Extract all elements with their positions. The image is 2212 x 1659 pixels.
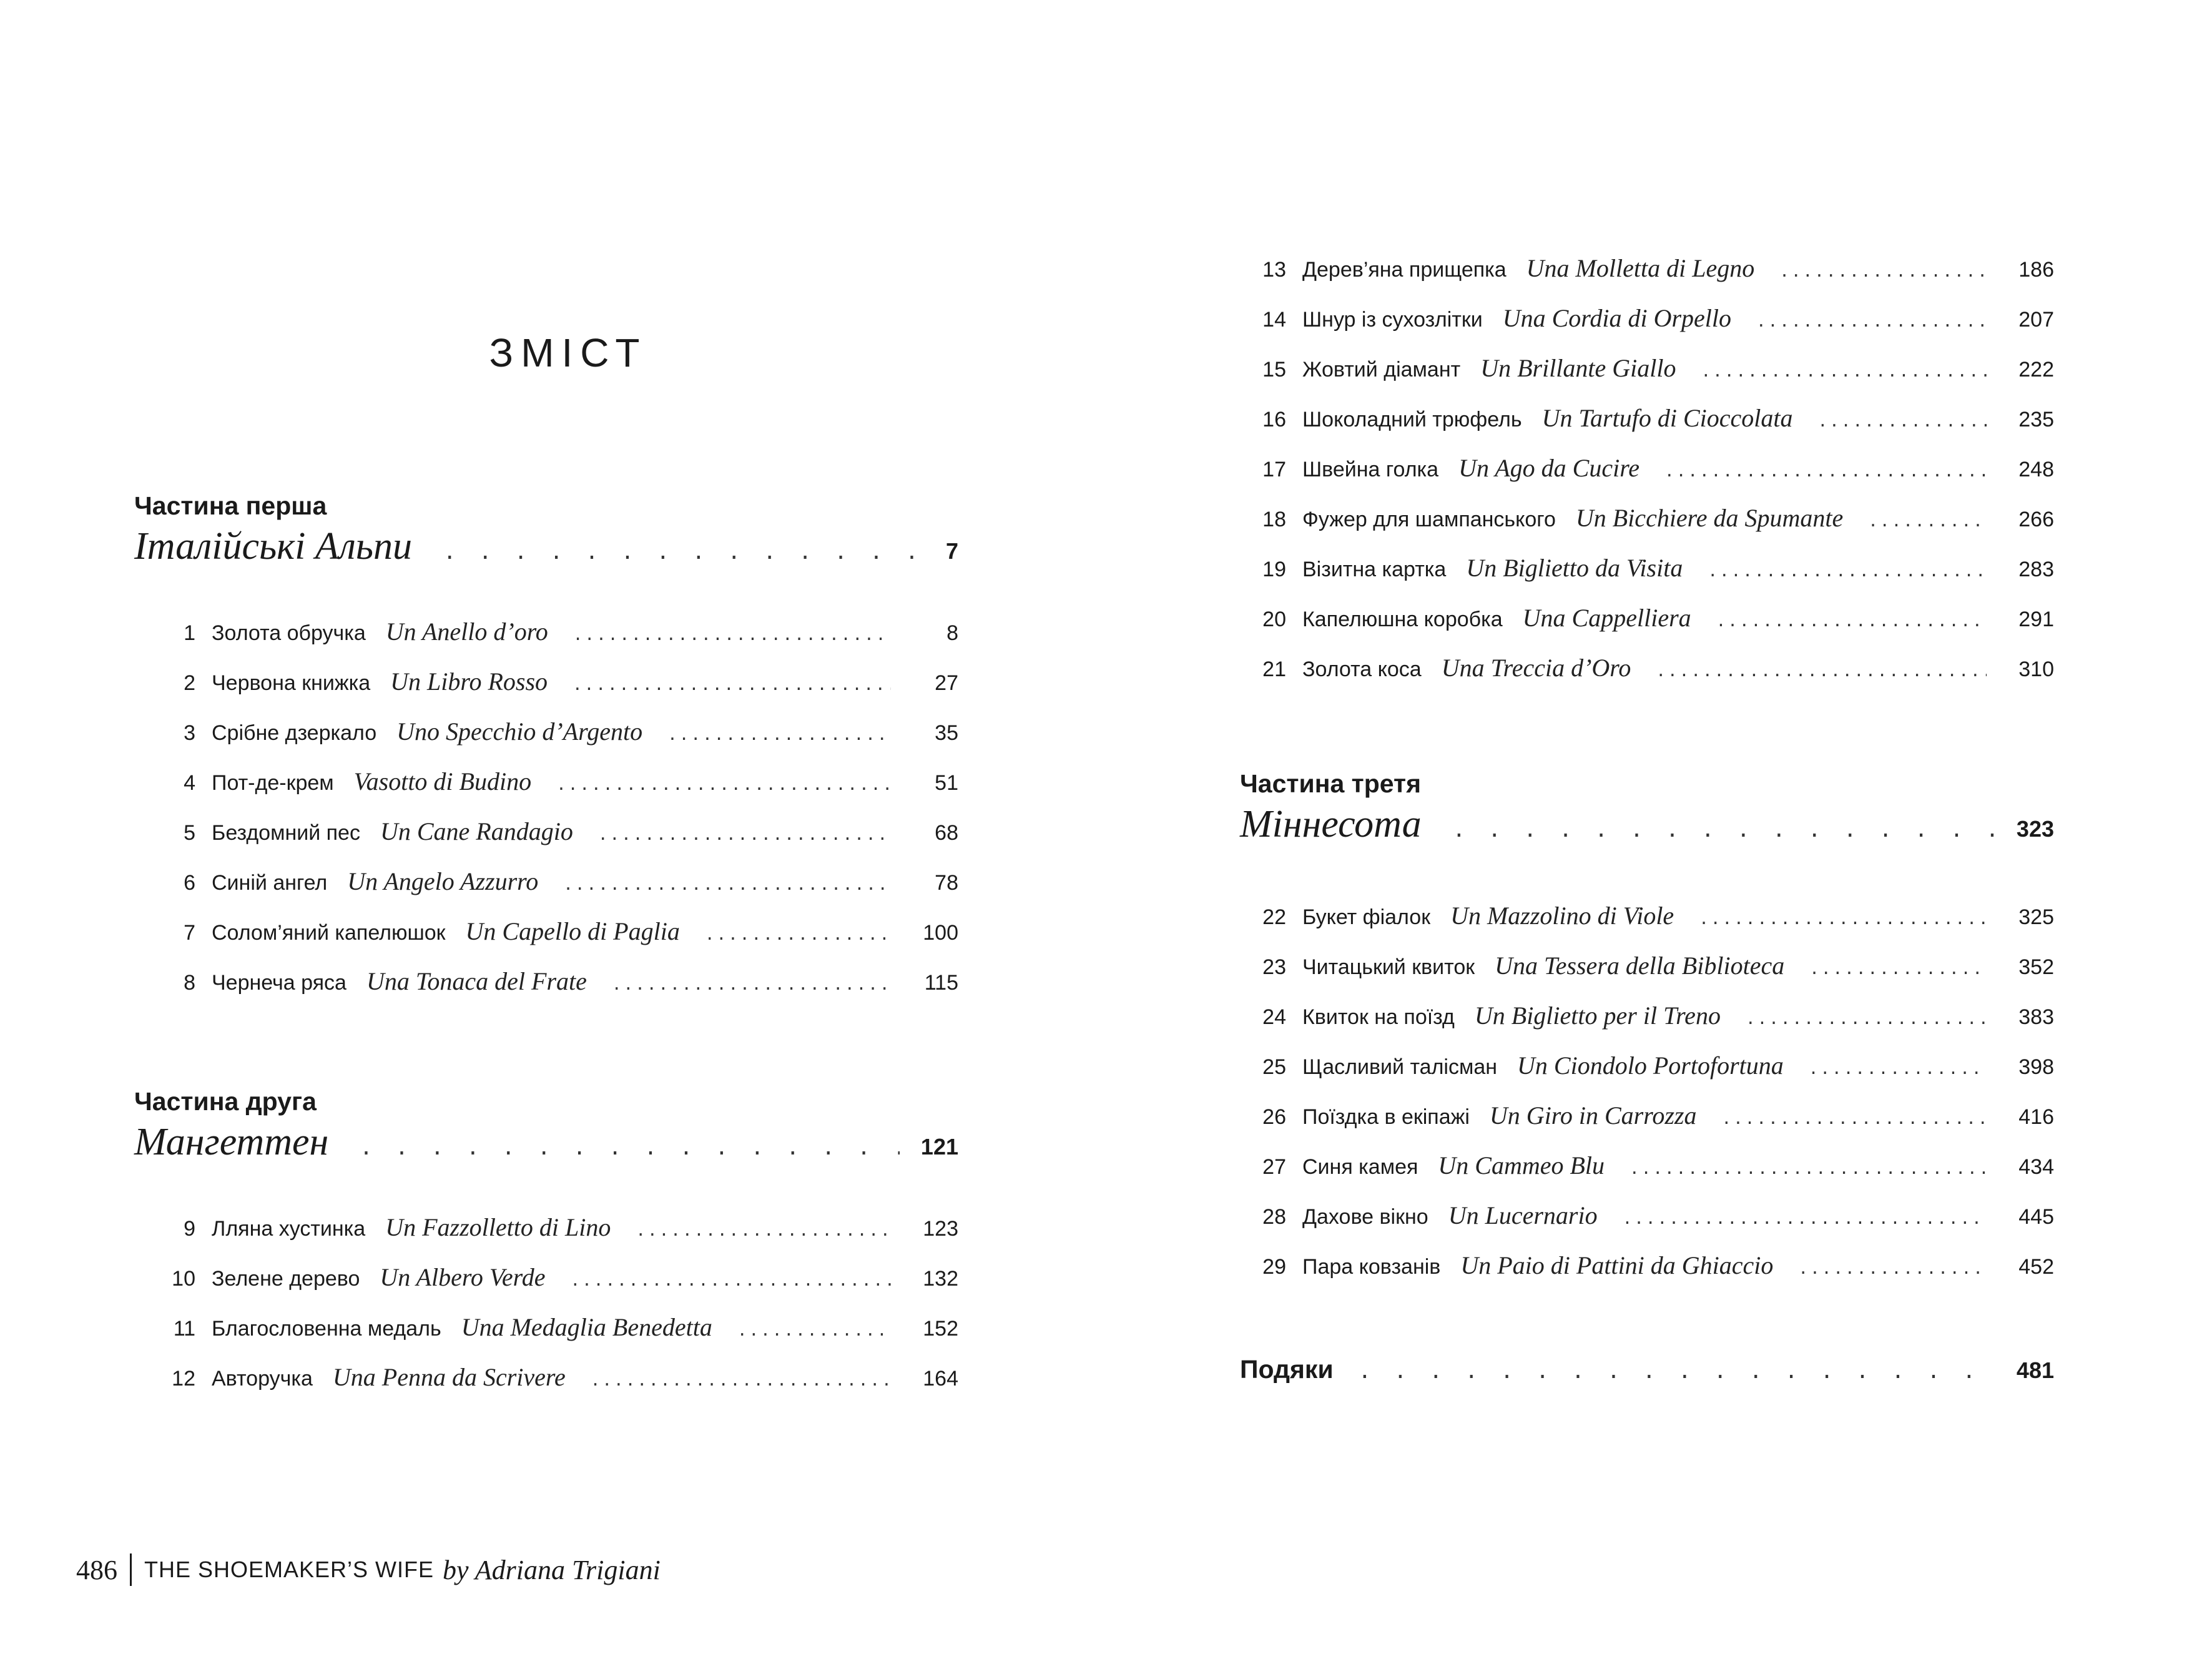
leader-dots [1809,944,1987,994]
chapter-number: 22 [1262,905,1286,929]
leader-dots [667,710,891,760]
chapter-title-it: Un Giro in Carrozza [1489,1101,1697,1130]
chapter-title-ua: Букет фіалок [1302,905,1431,929]
chapter-title-ua: Фужер для шампанського [1302,508,1556,531]
chapter-page-number: 164 [923,1367,958,1391]
footer-divider [130,1553,132,1586]
chapter-number: 10 [172,1267,195,1291]
chapter-page-number: 152 [923,1317,958,1341]
chapter-title-ua: Чернеча ряса [212,971,347,995]
chapter-entry[interactable] [1225,543,2054,593]
chapter-number: 16 [1262,408,1286,431]
chapter-page-number: 325 [2018,905,2054,929]
chapter-title-it: Un Angelo Azzurro [347,867,539,895]
chapter-title-ua: Квиток на поїзд [1302,1005,1455,1029]
chapter-title-it: Un Bicchiere da Spumante [1575,504,1844,532]
chapter-page-number: 186 [2018,258,2054,282]
chapter-entry[interactable] [1225,244,2054,293]
chapter-title-it: Un Tartufo di Cioccolata [1541,404,1793,432]
chapter-entry[interactable] [1225,393,2054,443]
chapter-title-it: Una Tonaca del Frate [366,967,587,995]
chapter-title-ua: Швейна голка [1302,458,1439,481]
chapter-title-it: Un Mazzolino di Viole [1450,902,1674,930]
chapter-title-ua: Капелюшна коробка [1302,608,1503,631]
chapter-number: 24 [1262,1005,1286,1029]
chapter-entry[interactable] [1225,293,2054,343]
part-page-number: 7 [945,538,958,564]
chapter-title-it: Un Paio di Pattini da Ghiaccio [1460,1251,1774,1279]
chapter-number: 9 [184,1217,195,1241]
part-page-number: 323 [2016,816,2054,842]
leader-dots [636,1206,891,1256]
leader-dots [1716,596,1987,646]
chapter-title-it: Un Cane Randagio [380,817,573,845]
leader-dots [1746,994,1987,1044]
chapter-page-number: 445 [2018,1205,2054,1229]
chapter-number: 14 [1262,308,1286,332]
leader-dots [1453,817,1995,842]
chapter-entry[interactable] [1225,493,2054,543]
leader-dots [705,910,891,960]
chapter-title-ua: Червона книжка [212,671,371,695]
chapter-entry[interactable] [1225,593,2054,643]
chapter-number: 8 [184,971,195,995]
leader-dots [563,860,891,910]
leader-dots [1630,1144,1987,1194]
chapter-number: 26 [1262,1105,1286,1129]
chapter-title-ua: Золота коса [1302,657,1422,681]
chapter-title-ua: Читацький квиток [1302,955,1475,979]
chapter-title-ua: Благословенна медаль [212,1317,441,1341]
chapter-page-number: 248 [2018,458,2054,481]
chapter-title-it: Un Fazzolletto di Lino [385,1213,611,1241]
chapter-entry[interactable] [134,607,958,657]
chapter-entry[interactable] [134,1302,958,1352]
chapter-title-ua: Дерев’яна прищепка [1302,258,1507,282]
chapter-number: 21 [1262,657,1286,681]
chapter-title-it: Un Ciondolo Portofortuna [1517,1051,1784,1080]
chapter-number: 3 [184,721,195,745]
chapter-page-number: 416 [2018,1105,2054,1129]
part-two-continued [1225,244,2054,693]
toc-title: ЗМІСТ [489,330,647,375]
leader-dots [360,1135,900,1160]
chapter-title-ua: Дахове вікно [1302,1205,1428,1229]
leader-dots [573,660,891,710]
chapter-title-it: Una Treccia d’Oro [1441,654,1631,682]
chapter-title-ua: Шнур із сухозлітки [1302,308,1483,332]
chapter-title-ua: Солом’яний капелюшок [212,921,446,945]
acknowledgements-page-number: 481 [2016,1357,2054,1383]
chapter-number: 11 [173,1317,195,1341]
chapter-title-it: Un Brillante Giallo [1480,354,1676,382]
chapter-title-ua: Шоколадний трюфель [1302,408,1522,431]
chapter-entry[interactable] [134,857,958,907]
leader-dots [1798,1244,1987,1294]
leader-dots [1664,446,1987,496]
chapter-entry[interactable] [1225,443,2054,493]
part-label: Частина перша [134,491,327,520]
chapter-title-ua: Поїздка в екіпажі [1302,1105,1470,1129]
chapter-title-it: Un Capello di Paglia [465,917,680,945]
chapter-list [1225,891,2054,1291]
part-title: Мангеттен [134,1121,329,1163]
leader-dots [1708,546,1987,596]
leader-dots [556,760,891,810]
chapter-page-number: 452 [2018,1255,2054,1279]
book-title: THE SHOEMAKER’S WIFE [144,1557,435,1582]
book-author: by Adriana Trigiani [443,1554,661,1585]
chapter-title-ua: Лляна хустинка [212,1217,366,1241]
leader-dots [1701,347,1987,396]
leader-dots [612,960,891,1010]
leader-dots [1656,646,1987,696]
chapter-title-ua: Синій ангел [212,871,328,895]
acknowledgements-label: Подяки [1240,1355,1334,1384]
chapter-page-number: 123 [923,1217,958,1241]
part-title-row[interactable] [1240,802,2054,865]
chapter-page-number: 115 [924,971,958,995]
chapter-number: 12 [172,1367,195,1391]
part-title-row[interactable] [134,524,958,587]
chapter-page-number: 291 [2018,608,2054,631]
leader-dots [1623,1194,1987,1244]
chapter-entry[interactable] [134,757,958,807]
leader-dots [1779,247,1987,297]
chapter-entry[interactable] [134,1352,958,1402]
chapter-page-number: 283 [2018,558,2054,581]
chapter-title-it: Un Anello d’oro [385,618,548,646]
chapter-page-number: 8 [946,621,958,645]
leader-dots [1359,1359,1995,1384]
part-title-row[interactable] [134,1120,958,1183]
chapter-title-it: Uno Specchio d’Argento [396,717,643,746]
chapter-entry[interactable] [1225,1191,2054,1241]
chapter-title-ua: Жовтий діамант [1302,358,1461,382]
chapter-page-number: 310 [2018,657,2054,681]
chapter-entry[interactable] [134,657,958,707]
chapter-number: 25 [1262,1055,1286,1079]
acknowledgements-row[interactable] [1240,1355,2054,1384]
chapter-title-it: Una Penna da Scrivere [332,1363,566,1391]
chapter-title-ua: Щасливий талісман [1302,1055,1498,1079]
chapter-number: 23 [1262,955,1286,979]
folio-page-number: 486 [76,1554,117,1585]
chapter-number: 7 [184,921,195,945]
chapter-number: 4 [184,771,195,795]
leader-dots [598,810,891,860]
chapter-page-number: 434 [2018,1155,2054,1179]
chapter-page-number: 266 [2018,508,2054,531]
leader-dots [573,610,891,660]
chapter-entry[interactable] [1225,343,2054,393]
chapter-entry[interactable] [1225,1141,2054,1191]
chapter-page-number: 352 [2018,955,2054,979]
chapter-number: 13 [1262,258,1286,282]
chapter-title-ua: Синя камея [1302,1155,1418,1179]
chapter-page-number: 68 [935,821,958,845]
chapter-entry[interactable] [1225,941,2054,991]
chapter-entry[interactable] [134,907,958,957]
chapter-title-ua: Срібне дзеркало [212,721,377,745]
chapter-list [134,1203,958,1402]
chapter-title-ua: Бездомний пес [212,821,360,845]
part-three [1240,765,2054,865]
chapter-entry[interactable] [134,1203,958,1253]
leader-dots [571,1256,892,1306]
chapter-page-number: 222 [2018,358,2054,382]
chapter-title-it: Una Medaglia Benedetta [461,1313,712,1341]
chapter-title-ua: Зелене дерево [212,1267,360,1291]
chapter-number: 27 [1262,1155,1286,1179]
chapter-page-number: 235 [2018,408,2054,431]
chapter-number: 15 [1262,358,1286,382]
leader-dots [1809,1044,1987,1094]
chapter-title-ua: Золота обручка [212,621,366,645]
leader-dots [737,1306,891,1356]
leader-dots [443,539,925,564]
chapter-page-number: 398 [2018,1055,2054,1079]
chapter-title-ua: Пара ковзанів [1302,1255,1441,1279]
part-page-number: 121 [920,1134,958,1159]
part-title: Італійські Альпи [134,525,413,568]
chapter-list [134,607,958,1007]
chapter-title-ua: Авторучка [212,1367,313,1391]
chapter-page-number: 132 [923,1267,958,1291]
leader-dots [1817,396,1987,446]
acknowledgements [1240,1355,2054,1384]
chapter-title-it: Un Biglietto per il Treno [1474,1002,1721,1030]
chapter-page-number: 51 [935,771,958,795]
chapter-number: 17 [1262,458,1286,481]
chapter-entry[interactable] [134,1253,958,1302]
chapter-page-number: 383 [2018,1005,2054,1029]
leader-dots [1699,894,1987,944]
chapter-title-ua: Візитна картка [1302,558,1447,581]
part-two [134,1083,958,1402]
chapter-title-it: Un Ago da Cucire [1458,454,1640,482]
chapter-entry[interactable] [1225,1041,2054,1091]
chapter-number: 2 [184,671,195,695]
chapter-entry[interactable] [1225,1241,2054,1291]
chapter-title-it: Una Molletta di Legno [1526,254,1755,282]
chapter-number: 1 [184,621,195,645]
part-title: Міннесота [1240,803,1422,845]
chapter-entry[interactable] [1225,643,2054,693]
leader-dots [591,1356,891,1405]
chapter-title-it: Vasotto di Budino [353,767,532,795]
chapter-number: 29 [1262,1255,1286,1279]
chapter-number: 18 [1262,508,1286,531]
chapter-title-it: Un Cammeo Blu [1438,1151,1605,1179]
chapter-title-it: Un Lucernario [1448,1201,1598,1229]
chapter-title-it: Una Cappelliera [1522,604,1691,632]
chapter-number: 6 [184,871,195,895]
running-footer [76,1551,661,1588]
chapter-page-number: 207 [2018,308,2054,332]
chapter-entry[interactable] [1225,891,2054,941]
chapter-page-number: 27 [935,671,958,695]
chapter-number: 19 [1262,558,1286,581]
chapter-page-number: 78 [935,871,958,895]
part-one [134,487,958,1007]
part-label: Частина друга [134,1087,317,1116]
part-three-chapters [1225,891,2054,1291]
chapter-entry[interactable] [1225,1091,2054,1141]
leader-dots [1721,1094,1987,1144]
chapter-title-it: Una Cordia di Orpello [1502,304,1731,332]
leader-dots [1756,297,1987,347]
chapter-title-ua: Пот-де-крем [212,771,334,795]
leader-dots [1868,496,1987,546]
chapter-entry[interactable] [1225,991,2054,1041]
chapter-entry[interactable] [134,957,958,1007]
chapter-number: 5 [184,821,195,845]
chapter-title-it: Una Tessera della Biblioteca [1495,952,1785,980]
part-label: Частина третя [1240,769,1422,798]
chapter-page-number: 35 [935,721,958,745]
chapter-list [1225,244,2054,693]
chapter-page-number: 100 [923,921,958,945]
chapter-entry[interactable] [134,807,958,857]
chapter-title-it: Un Albero Verde [380,1263,546,1291]
right-page [1106,0,2212,1659]
chapter-number: 20 [1262,608,1286,631]
chapter-title-it: Un Biglietto da Visita [1466,554,1683,582]
chapter-title-it: Un Libro Rosso [390,667,548,696]
chapter-entry[interactable] [134,707,958,757]
chapter-number: 28 [1262,1205,1286,1229]
